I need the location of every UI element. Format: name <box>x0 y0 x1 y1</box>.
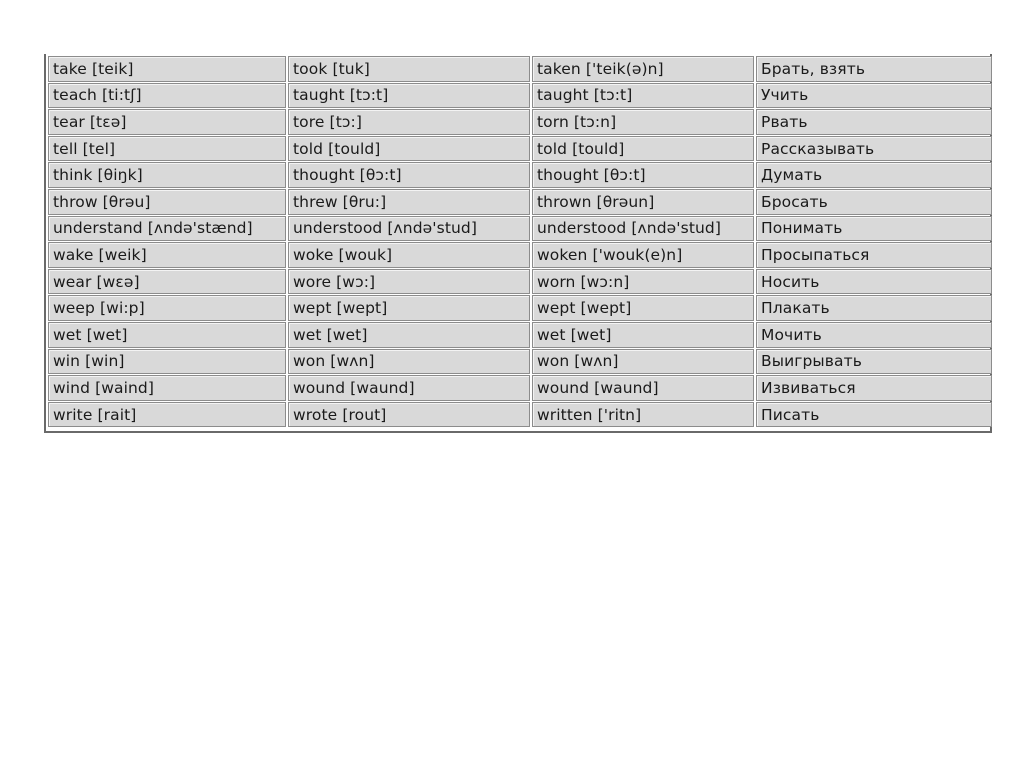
past-simple-cell: wore [wɔ:] <box>288 269 530 295</box>
past-simple-cell: took [tuk] <box>288 56 530 82</box>
past-simple-cell: wound [waund] <box>288 375 530 401</box>
translation-cell: Понимать <box>756 216 992 242</box>
base-form-cell: wake [weik] <box>48 242 286 268</box>
translation-cell: Думать <box>756 162 992 188</box>
past-participle-cell: thrown [θrəun] <box>532 189 754 215</box>
translation-cell: Выигрывать <box>756 349 992 375</box>
table-row <box>48 242 992 268</box>
past-participle-cell: taken ['teik(ə)n] <box>532 56 754 82</box>
past-participle-cell: understood [ʌndə'stud] <box>532 216 754 242</box>
base-form-cell: win [win] <box>48 349 286 375</box>
table-row <box>48 349 992 375</box>
base-form-cell: write [rait] <box>48 402 286 428</box>
table-row <box>48 56 992 82</box>
table-row <box>48 83 992 109</box>
translation-cell: Бросать <box>756 189 992 215</box>
translation-cell: Мочить <box>756 322 992 348</box>
irregular-verbs-table-frame <box>44 54 992 433</box>
table-row <box>48 269 992 295</box>
past-simple-cell: taught [tɔ:t] <box>288 83 530 109</box>
base-form-cell: think [θiŋk] <box>48 162 286 188</box>
table-row <box>48 216 992 242</box>
past-simple-cell: told [tould] <box>288 136 530 162</box>
translation-cell: Рассказывать <box>756 136 992 162</box>
past-simple-cell: wrote [rout] <box>288 402 530 428</box>
past-simple-cell: won [wʌn] <box>288 349 530 375</box>
past-participle-cell: thought [θɔ:t] <box>532 162 754 188</box>
past-simple-cell: tore [tɔ:] <box>288 109 530 135</box>
table-row <box>48 109 992 135</box>
base-form-cell: wet [wet] <box>48 322 286 348</box>
translation-cell: Носить <box>756 269 992 295</box>
table-row <box>48 375 992 401</box>
base-form-cell: teach [ti:tʃ] <box>48 83 286 109</box>
base-form-cell: take [teik] <box>48 56 286 82</box>
past-participle-cell: told [tould] <box>532 136 754 162</box>
past-simple-cell: woke [wouk] <box>288 242 530 268</box>
base-form-cell: understand [ʌndə'stænd] <box>48 216 286 242</box>
translation-cell: Писать <box>756 402 992 428</box>
past-participle-cell: worn [wɔ:n] <box>532 269 754 295</box>
past-simple-cell: threw [θru:] <box>288 189 530 215</box>
past-simple-cell: understood [ʌndə'stud] <box>288 216 530 242</box>
past-participle-cell: woken ['wouk(e)n] <box>532 242 754 268</box>
translation-cell: Учить <box>756 83 992 109</box>
translation-cell: Плакать <box>756 295 992 321</box>
table-row <box>48 136 992 162</box>
base-form-cell: tear [tεə] <box>48 109 286 135</box>
translation-cell: Брать, взять <box>756 56 992 82</box>
base-form-cell: wind [waind] <box>48 375 286 401</box>
table-row <box>48 295 992 321</box>
translation-cell: Извиваться <box>756 375 992 401</box>
past-participle-cell: written ['ritn] <box>532 402 754 428</box>
past-participle-cell: wet [wet] <box>532 322 754 348</box>
table-row <box>48 322 992 348</box>
table-row <box>48 189 992 215</box>
table-row <box>48 162 992 188</box>
past-participle-cell: torn [tɔ:n] <box>532 109 754 135</box>
past-simple-cell: thought [θɔ:t] <box>288 162 530 188</box>
past-simple-cell: wet [wet] <box>288 322 530 348</box>
base-form-cell: tell [tel] <box>48 136 286 162</box>
irregular-verbs-table <box>46 55 994 428</box>
translation-cell: Рвать <box>756 109 992 135</box>
base-form-cell: throw [θrəu] <box>48 189 286 215</box>
base-form-cell: wear [wεə] <box>48 269 286 295</box>
past-simple-cell: wept [wept] <box>288 295 530 321</box>
past-participle-cell: won [wʌn] <box>532 349 754 375</box>
base-form-cell: weep [wi:p] <box>48 295 286 321</box>
translation-cell: Просыпаться <box>756 242 992 268</box>
past-participle-cell: wound [waund] <box>532 375 754 401</box>
past-participle-cell: taught [tɔ:t] <box>532 83 754 109</box>
past-participle-cell: wept [wept] <box>532 295 754 321</box>
table-row <box>48 402 992 428</box>
